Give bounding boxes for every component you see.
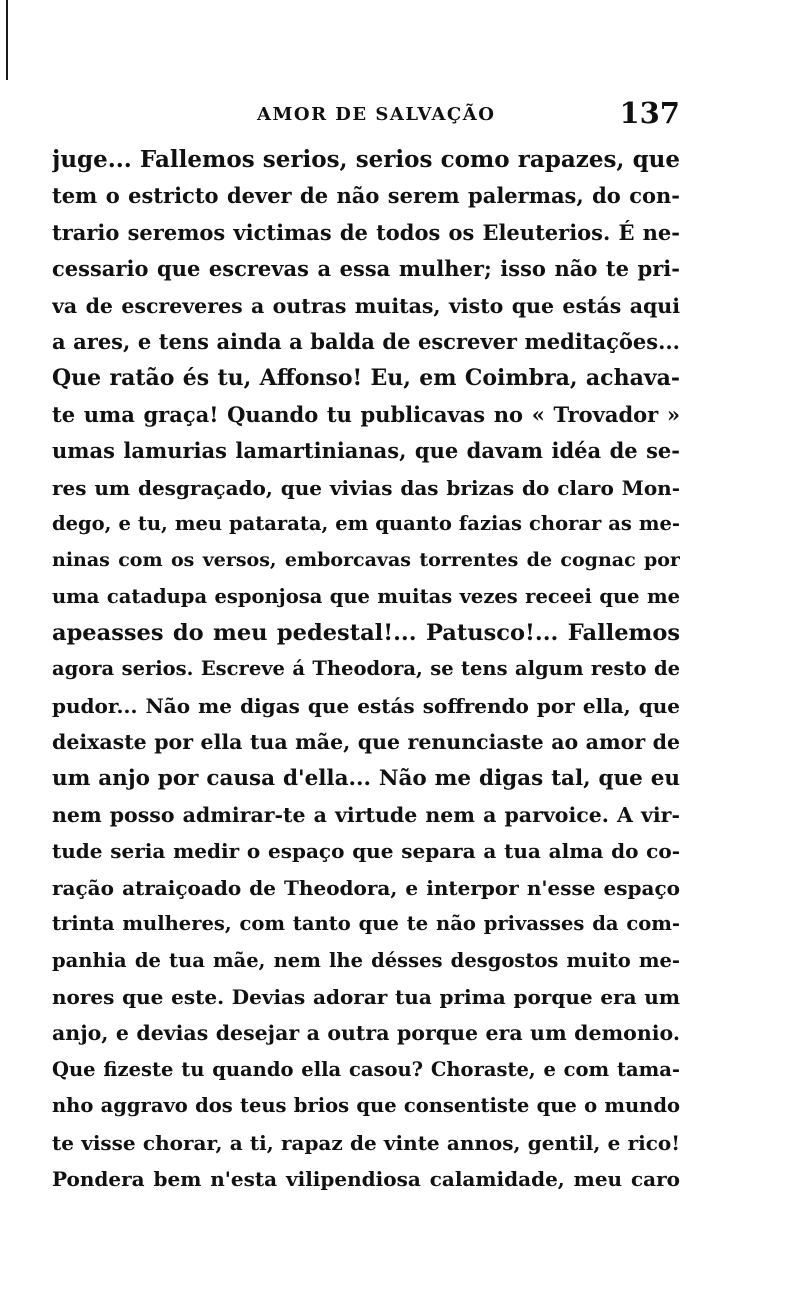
text-line: ninas com os versos, emborcavas torrentes de cognac por	[52, 549, 680, 572]
text-line: uma catadupa esponjosa que muitas vezes receei que me	[52, 584, 680, 608]
page-header	[52, 96, 680, 132]
text-line: te uma graça! Quando tu publicavas no « Trovador »	[52, 401, 680, 427]
text-line: tem o estricto dever de não serem palermas, do con-	[52, 183, 680, 209]
text-line: anjo, e devias desejar a outra porque era um demonio.	[52, 1021, 680, 1046]
text-line: tude seria medir o espaço que separa a tua alma do co-	[52, 839, 680, 864]
running-title: AMOR DE SALVAÇÃO	[257, 104, 496, 125]
text-line: cessario que escrevas a essa mulher; isso não te pri-	[52, 256, 680, 282]
text-line: te visse chorar, a ti, rapaz de vinte annos, gentil, e rico!	[52, 1130, 680, 1155]
text-line: res um desgraçado, que vivias das brizas do claro Mon-	[52, 475, 680, 500]
text-line: trario seremos victimas de todos os Eleuterios. É ne-	[52, 219, 680, 245]
text-line: pudor... Não me digas que estás soffrendo por ella, que	[52, 693, 680, 718]
body-text	[52, 142, 680, 1197]
text-line: nem posso admirar-te a virtude nem a parvoice. A vir-	[52, 803, 680, 828]
text-line: nores que este. Devias adorar tua prima porque era um	[52, 984, 680, 1009]
text-line: trinta mulheres, com tanto que te não privasses da com-	[52, 912, 680, 936]
page-number: 137	[619, 96, 680, 130]
text-line: a ares, e tens ainda a balda de escrever meditações...	[52, 328, 680, 354]
text-line: nho aggravo dos teus brios que consentiste que o mundo	[52, 1094, 680, 1118]
text-line: va de escreveres a outras muitas, visto que estás aqui	[52, 293, 680, 318]
text-line: umas lamurias lamartinianas, que davam idéa de se-	[52, 438, 680, 464]
text-line: Que ratão és tu, Affonso! Eu, em Coimbra, achava-	[52, 365, 680, 392]
text-line: panhia de tua mãe, nem lhe désses desgostos muito me-	[52, 948, 680, 972]
text-line: juge... Fallemos serios, serios como rapazes, que	[52, 146, 680, 173]
text-line: um anjo por causa d'ella... Não me digas tal, que eu	[52, 765, 680, 791]
text-line: Que fizeste tu quando ella casou? Choraste, e com tama-	[52, 1057, 680, 1081]
page-edge-mark	[6, 0, 8, 80]
text-line: agora serios. Escreve á Theodora, se tens algum resto de	[52, 657, 680, 681]
text-line: deixaste por ella tua mãe, que renunciaste ao amor de	[52, 730, 680, 755]
text-line: apeasses do meu pedestal!... Patusco!... Fallemos	[52, 620, 680, 647]
text-line: dego, e tu, meu patarata, em quanto fazias chorar as me-	[52, 511, 680, 535]
text-line: ração atraiçoado de Theodora, e interpor n'esse espaço	[52, 875, 680, 900]
text-line: Pondera bem n'esta vilipendiosa calamidade, meu caro	[52, 1166, 680, 1191]
